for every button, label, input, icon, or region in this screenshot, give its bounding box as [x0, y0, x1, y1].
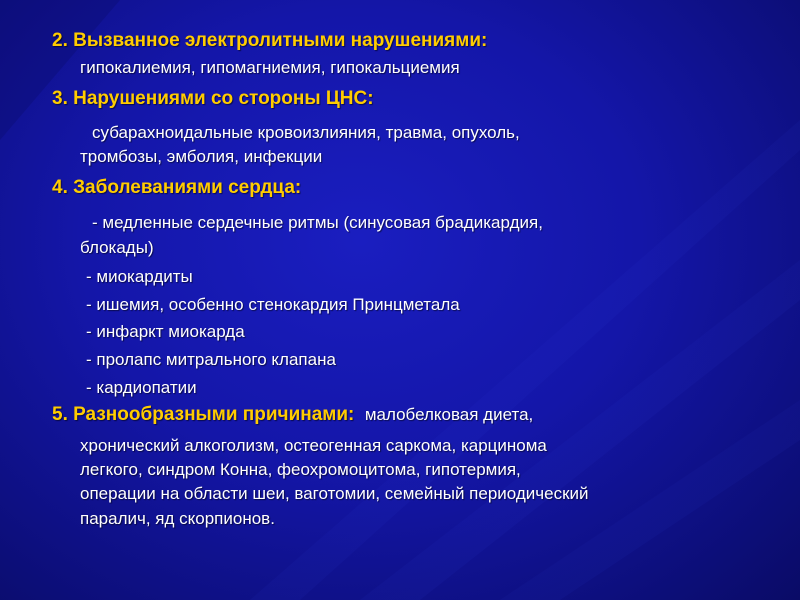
item3-detail-line2: тромбозы, эмболия, инфекции	[80, 147, 323, 166]
item4-bullet: - кардиопатии	[86, 378, 197, 397]
item5-detail-line: паралич, яд скорпионов.	[80, 509, 275, 528]
item4-heading: 4. Заболеваниями сердца:	[52, 177, 302, 198]
item4-bullet: - инфаркт миокарда	[86, 322, 245, 341]
item2-heading: 2. Вызванное электролитными нарушениями:	[52, 30, 488, 51]
item5-detail-line: операции на области шеи, ваготомии, семейный периодический	[80, 484, 589, 503]
item3-detail-line1: субарахноидальные кровоизлияния, травма, опухоль,	[92, 123, 520, 142]
item3-heading: 3. Нарушениями со стороны ЦНС:	[52, 88, 374, 109]
item4-bullet: блокады)	[80, 238, 154, 257]
item4-bullet: - ишемия, особенно стенокардия Принцметала	[86, 295, 460, 314]
item2-detail: гипокалиемия, гипомагниемия, гипокальциемия	[80, 58, 460, 77]
item4-bullet: - пролапс митрального клапана	[86, 350, 336, 369]
item5-detail-line: легкого, синдром Конна, феохромоцитома, гипотермия,	[80, 460, 521, 479]
item4-bullet: - медленные сердечные ритмы (синусовая брадикардия,	[92, 213, 543, 232]
item5-detail-line: хронический алкоголизм, остеогенная саркома, карцинома	[80, 436, 547, 455]
item5-heading: 5. Разнообразными причинами:	[52, 404, 355, 425]
item5-inline-detail: малобелковая диета,	[364, 405, 534, 424]
item5-heading-row	[52, 404, 533, 426]
item4-bullet: - миокардиты	[86, 267, 193, 286]
